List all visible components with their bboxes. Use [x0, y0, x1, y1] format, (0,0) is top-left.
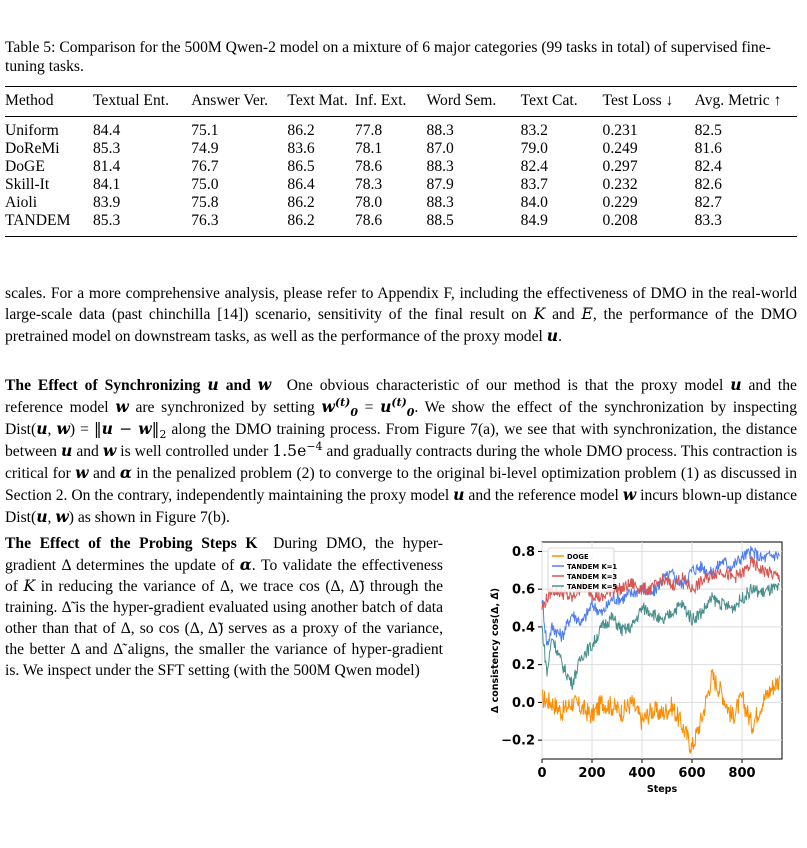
value-cell: 82.5	[694, 121, 722, 139]
math-symbol: u	[546, 326, 559, 345]
value-cell: 85.3	[93, 212, 191, 237]
text-line: data other than that of Δ, so cos (Δ, Δ̃) serves as a	[5, 599, 443, 637]
x-tick-label: 400	[628, 766, 656, 781]
table-header-cell: Method	[5, 87, 93, 117]
value-cell: 87.0	[426, 139, 454, 157]
value-cell: 86.4	[287, 175, 315, 193]
value-cell: 78.0	[354, 193, 383, 211]
table-row	[5, 140, 797, 158]
table-row	[5, 176, 797, 194]
table-header-cell: Answer Ver.	[191, 87, 287, 117]
math-symbol: K	[533, 305, 546, 323]
y-tick-label: 0.0	[511, 695, 535, 711]
text-line: the synchronization by inspecting Dist(u, w) = ‖u − $w‖_2$ along the DMO training process. From	[5, 399, 798, 442]
legend-label: TANDEM K=1	[567, 563, 618, 571]
text-line: During DMO,	[273, 535, 367, 552]
value-cell: 76.7	[191, 157, 219, 175]
text-line: model u and the reference model w are synchronized by setting $w^{(t)}_0 = u^{(t)}_0$. We show the effect of	[5, 375, 797, 420]
y-tick-label: 0.6	[511, 582, 535, 598]
text-line: smaller the variance of hyper-gradient is. We inspect	[5, 641, 444, 679]
section-heading: The Effect of the Probing Steps K	[5, 535, 258, 552]
text-line: the hyper-gradient Δ determines the update of α. To	[5, 535, 443, 574]
value-cell: 84.1	[93, 175, 121, 193]
method-cell: Aioli	[5, 193, 38, 211]
value-cell: 83.6	[287, 139, 315, 157]
value-cell: 78.1	[354, 139, 383, 157]
method-cell: DoReMi	[5, 139, 60, 157]
value-cell: 79.0	[520, 139, 548, 157]
text-line: as discussed in Section 2. On the contrary, independently maintaining the proxy model u and the	[5, 465, 798, 504]
text-line: $1.5e^{-4}$ and gradually contracts during the whole DMO process. This contraction is critical for w	[5, 439, 798, 482]
x-tick-label: 0	[537, 766, 547, 781]
legend-label: DOGE	[567, 553, 589, 561]
value-cell: 88.5	[427, 212, 521, 237]
text-line: is the hyper-gradient evaluated using another batch of	[75, 599, 413, 616]
table-header-cell: Word Sem.	[427, 87, 521, 117]
table-row	[5, 116, 797, 140]
value-cell: 83.3	[695, 212, 797, 237]
value-cell: 76.3	[191, 212, 287, 237]
y-axis-label: Δ consistency cos(Δ, Δ̃)	[490, 587, 501, 714]
value-cell: 81.4	[93, 157, 121, 175]
x-axis-label: Steps	[646, 784, 678, 795]
section-synchronizing	[5, 374, 797, 528]
value-cell: 86.5	[287, 157, 315, 175]
table-header-cell: Inf. Ext.	[355, 87, 427, 117]
consistency-chart	[477, 534, 797, 834]
section-probing-steps	[5, 533, 443, 681]
table-row	[5, 158, 797, 176]
y-tick-label: 0.8	[511, 544, 535, 560]
value-cell: 83.2	[520, 121, 548, 139]
text-line: under the SFT setting (with the 500M Qwen model)	[95, 662, 420, 679]
text-line: reference model w incurs blown-up distance Dist(u, w) as shown in Figure 7(b).	[5, 485, 797, 526]
text-line: of Δ, we trace cos (Δ, Δ̃) through the training.	[5, 578, 443, 616]
results-table	[5, 86, 797, 237]
y-tick-label: 0.4	[511, 620, 535, 636]
value-cell: 87.9	[426, 175, 454, 193]
value-cell: 82.4	[694, 157, 722, 175]
y-tick-label: −0.2	[501, 733, 535, 749]
legend-label: TANDEM K=3	[567, 573, 618, 581]
table-header-cell: Avg. Metric ↑	[695, 87, 797, 117]
consistency-figure	[477, 534, 797, 834]
method-cell: DoGE	[5, 157, 45, 175]
value-cell: 82.4	[520, 157, 548, 175]
value-cell: 82.6	[694, 175, 722, 193]
value-cell: 85.3	[93, 139, 121, 157]
value-cell: 0.297	[602, 157, 638, 175]
section-heading: The Effect of Synchronizing u and w	[5, 375, 272, 394]
value-cell: 84.9	[521, 212, 603, 237]
value-cell: 88.3	[426, 121, 454, 139]
value-cell: 83.7	[520, 175, 548, 193]
text-line: and α in the penalized problem (2) to converge to the original bi-level optimization problem (1)	[92, 463, 700, 482]
method-cell: TANDEM	[5, 212, 93, 237]
table-row	[5, 194, 797, 212]
method-cell: Skill-It	[5, 175, 50, 193]
paragraph-scales: scales. For a more comprehensive analysis, please refer to Appendix F, including the effectiveness of DMO in the real-world large-scale data (past chinchilla [14]) scenario, sensitivity of the final result on K and E, the performance of the DMO pretrained model on downstream tasks, as well as the performance of the proxy model u.	[5, 285, 798, 345]
table-header-cell: Text Cat.	[521, 87, 603, 117]
value-cell: 78.3	[354, 175, 383, 193]
value-cell: 88.3	[426, 193, 454, 211]
value-cell: 0.208	[603, 212, 695, 237]
value-cell: 0.231	[602, 121, 638, 139]
value-cell: 78.6	[354, 157, 383, 175]
table-header-cell: Test Loss ↓	[603, 87, 695, 117]
method-cell: Uniform	[5, 121, 59, 139]
value-cell: 81.6	[694, 139, 722, 157]
y-tick-label: 0.2	[511, 658, 535, 674]
text-line: Δ̃	[61, 599, 71, 616]
x-tick-label: 200	[578, 766, 606, 781]
text-line: validate the effectiveness of K in reducing the variance	[5, 557, 443, 595]
table-body	[5, 116, 797, 236]
value-cell: 83.9	[93, 193, 121, 211]
table-caption: Table 5: Comparison for the 500M Qwen-2 model on a mixture of 6 major categories (99 tasks in total) of supervised fine-tuning tasks.	[5, 39, 771, 75]
value-cell: 82.7	[694, 193, 722, 211]
text-line: Figure 7(a), we see that with synchronization, the distance between u and w is well controlled under	[5, 421, 797, 460]
value-cell: 84.0	[520, 193, 548, 211]
table-row	[5, 212, 797, 237]
value-cell: 86.2	[287, 121, 315, 139]
value-cell: 88.3	[426, 157, 454, 175]
math-symbol: E	[581, 305, 593, 323]
value-cell: 75.8	[191, 193, 219, 211]
text-line: One obvious characteristic of our method is that the proxy	[286, 377, 678, 394]
value-cell: 75.1	[191, 121, 219, 139]
value-cell: 74.9	[191, 139, 219, 157]
value-cell: 86.2	[287, 193, 315, 211]
value-cell: 84.4	[93, 121, 121, 139]
legend-label: TANDEM K=5	[567, 583, 618, 591]
value-cell: 78.6	[355, 212, 427, 237]
text-line: proxy of the variance, the better Δ and Δ̃ aligns, the	[5, 620, 443, 658]
value-cell: 86.2	[287, 212, 355, 237]
value-cell: 0.232	[602, 175, 638, 193]
value-cell: 0.229	[602, 193, 638, 211]
table-header-row	[5, 87, 797, 117]
value-cell: 77.8	[354, 121, 383, 139]
table-header-cell: Text Mat.	[287, 87, 355, 117]
x-tick-label: 800	[728, 766, 756, 781]
value-cell: 0.249	[602, 139, 638, 157]
table-header-cell: Textual Ent.	[93, 87, 191, 117]
x-tick-label: 600	[678, 766, 706, 781]
value-cell: 75.0	[191, 175, 219, 193]
